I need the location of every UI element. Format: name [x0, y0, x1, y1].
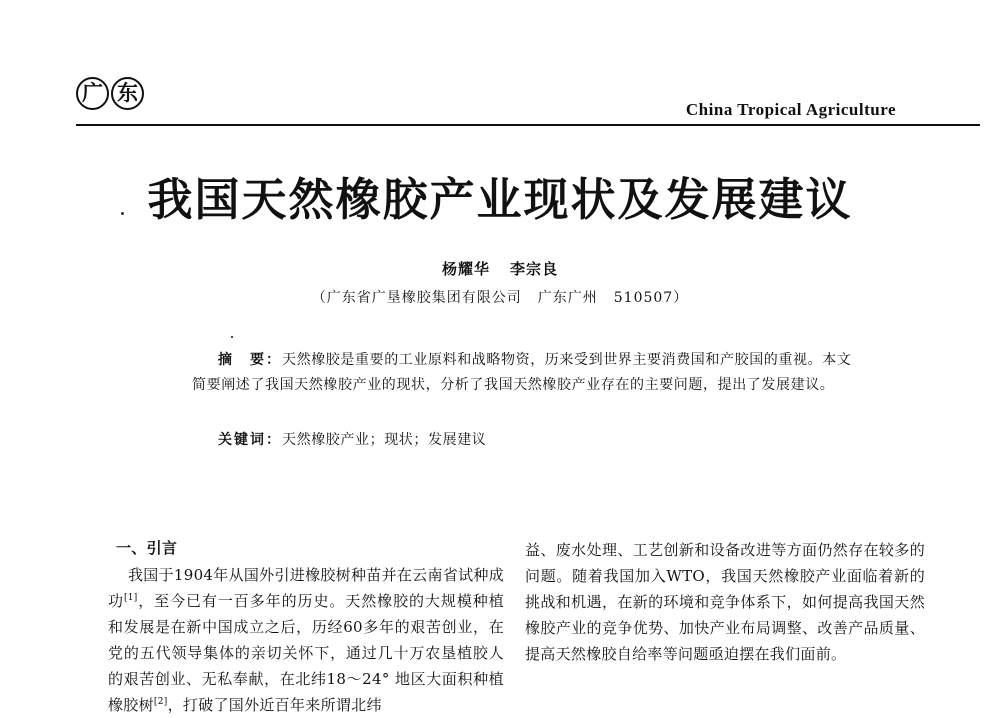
- body-column-left: [108, 536, 504, 718]
- affiliation-postcode: 510507）: [613, 290, 689, 306]
- citation-ref: [2]: [153, 697, 168, 707]
- affiliation: [0, 287, 1000, 307]
- keywords: [218, 428, 486, 453]
- affiliation-city: 广东广州: [537, 290, 598, 306]
- abstract: [192, 348, 852, 398]
- affiliation-org: （广东省广垦橡胶集团有限公司: [311, 290, 522, 306]
- body-paragraph: 益、废水处理、工艺创新和设备改进等方面仍然存在较多的问题。随着我国加入WTO，我国天然橡胶产业面临着新的挑战和机遇，在新的环境和竞争体系下，如何提高我国天然橡胶产业的竞争优势、加快产业布局调整、改善产品质量、提高天然橡胶自给率等问题亟迫摆在我们面前。: [525, 541, 925, 663]
- scan-speck: [231, 336, 233, 338]
- region-char-guang: 广: [76, 77, 109, 110]
- body-paragraph: 我国于1904年从国外引进橡胶树种苗并在云南省试种成功[1]，至今已有一百多年的历史。天然橡胶的大规模种植和发展是在新中国成立之后，历经60多年的艰苦创业，在党的五代领导集体的亲切关怀下，通过几十万农垦植胶人的艰苦创业、无私奉献，在北纬18～24° 地区大面积种植橡胶树[2]，打破了国外近百年来所谓北纬: [108, 566, 504, 714]
- scan-speck: [121, 212, 124, 215]
- author-name: 李宗良: [510, 260, 559, 278]
- section-heading: 一、引言: [116, 539, 178, 557]
- keywords-label: 关键词：: [218, 432, 282, 448]
- author-name: 杨耀华: [441, 260, 490, 278]
- abstract-label: 摘 要：: [218, 352, 282, 368]
- journal-name: China Tropical Agriculture: [685, 100, 896, 119]
- region-badge: [76, 77, 144, 110]
- abstract-text: 天然橡胶是重要的工业原料和战略物资，历来受到世界主要消费国和产胶国的重视。本文简要阐述了我国天然橡胶产业的现状，分析了我国天然橡胶产业存在的主要问题，提出了发展建议。: [192, 352, 852, 393]
- article-title: 我国天然橡胶产业现状及发展建议: [147, 173, 853, 226]
- region-char-dong: 东: [111, 77, 144, 110]
- citation-ref: [1]: [123, 593, 138, 603]
- keywords-text: 天然橡胶产业；现状；发展建议: [282, 432, 487, 448]
- body-column-right: [525, 537, 925, 667]
- header-rule: [76, 124, 980, 126]
- authors: [0, 258, 1000, 279]
